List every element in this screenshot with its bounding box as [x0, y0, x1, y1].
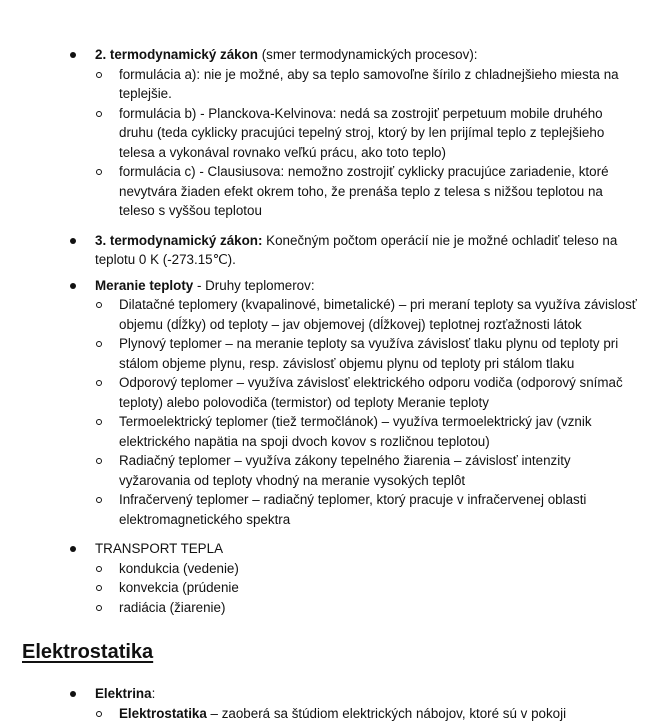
bullet-transport	[0, 539, 663, 617]
thermo2-title: 2. termodynamický zákon	[95, 47, 258, 62]
list-item	[0, 704, 639, 723]
bullet-list-2	[0, 684, 663, 723]
thermo3-title: 3. termodynamický zákon:	[95, 233, 262, 248]
bullet-elektrina	[0, 684, 663, 723]
content-block-2	[0, 684, 663, 723]
thermo2-rest: (smer termodynamických procesov):	[258, 47, 478, 62]
section-heading: Elektrostatika	[22, 640, 153, 664]
list-item: Plynový teplomer – na meranie teploty sa využíva závislosť tlaku plynu od teploty pri stálom objeme plynu, resp. závislosť objemu plynu od teploty pri stálom tlaku	[0, 334, 639, 373]
list-item: formulácia a): nie je možné, aby sa teplo samovoľne šírilo z chladnejšieho miesta na teplejšie.	[0, 65, 639, 104]
list-item: Radiačný teplomer – využíva zákony tepelného žiarenia – závislosť intenzity vyžarovania od teploty vhodný na meranie vysokých teplôt	[0, 451, 639, 490]
transport-title: TRANSPORT TEPLA	[95, 541, 223, 556]
list-item: Odporový teplomer – využíva závislosť elektrického odporu vodiča (odporový snímač teploty) alebo polovodiča (termistor) od teploty Meranie teploty	[0, 373, 639, 412]
list-item: kondukcia (vedenie)	[0, 559, 639, 579]
thermo3-rest: Konečným počtom operácií nie je možné ochladiť teleso na teplotu 0 K (-273.15℃).	[95, 233, 617, 268]
bullet-list	[0, 45, 663, 617]
list-item: radiácia (žiarenie)	[0, 598, 639, 618]
transport-sublist	[95, 559, 639, 618]
list-item: Termoelektrický teplomer (tiež termočlánok) – využíva termoelektrický jav (vznik elektrického napätia na spoji dvoch kovov s rozličnou teplotou)	[0, 412, 639, 451]
elektrina-title: Elektrina	[95, 686, 152, 701]
meranie-title: Meranie teploty	[95, 278, 193, 293]
list-item: Dilatačné teplomery (kvapalinové, bimetalické) – pri meraní teploty sa využíva závislosť objemu (dĺžky) od teploty – jav objemovej (dĺžkovej) teplotnej rozťažnosti látok	[0, 295, 639, 334]
list-item: formulácia b) - Planckova-Kelvinova: nedá sa zostrojiť perpetuum mobile druhého druhu (teda cyklicky pracujúci tepelný stroj, ktorý by len prijímal teplo z teplejšieho telesa a vykonával rovnako veľkú prácu, ako toto teplo)	[0, 104, 639, 163]
bullet-meranie	[0, 276, 663, 530]
content-block	[0, 45, 663, 617]
meranie-rest: - Druhy teplomerov:	[193, 278, 314, 293]
elektrina-sublist	[95, 704, 639, 723]
list-item: Infračervený teplomer – radiačný teplomer, ktorý pracuje v infračervenej oblasti elektromagnetického spektra	[0, 490, 639, 529]
meranie-sublist	[95, 295, 639, 529]
elektrostatika-term: Elektrostatika	[119, 706, 207, 721]
thermo2-sublist	[95, 65, 639, 221]
bullet-thermo2	[0, 45, 663, 221]
bullet-thermo3	[0, 231, 663, 270]
list-item: konvekcia (prúdenie	[0, 578, 639, 598]
elektrostatika-desc: – zaoberá sa štúdiom elektrických nábojov, ktoré sú v pokoji	[207, 706, 566, 721]
list-item: formulácia c) - Clausiusova: nemožno zostrojiť cyklicky pracujúce zariadenie, ktoré nevytvára žiaden efekt okrem toho, že prenáša teplo z telesa s nižšou teplotou na teleso s vyššou teplotou	[0, 162, 639, 221]
elektrina-rest: :	[152, 686, 156, 701]
